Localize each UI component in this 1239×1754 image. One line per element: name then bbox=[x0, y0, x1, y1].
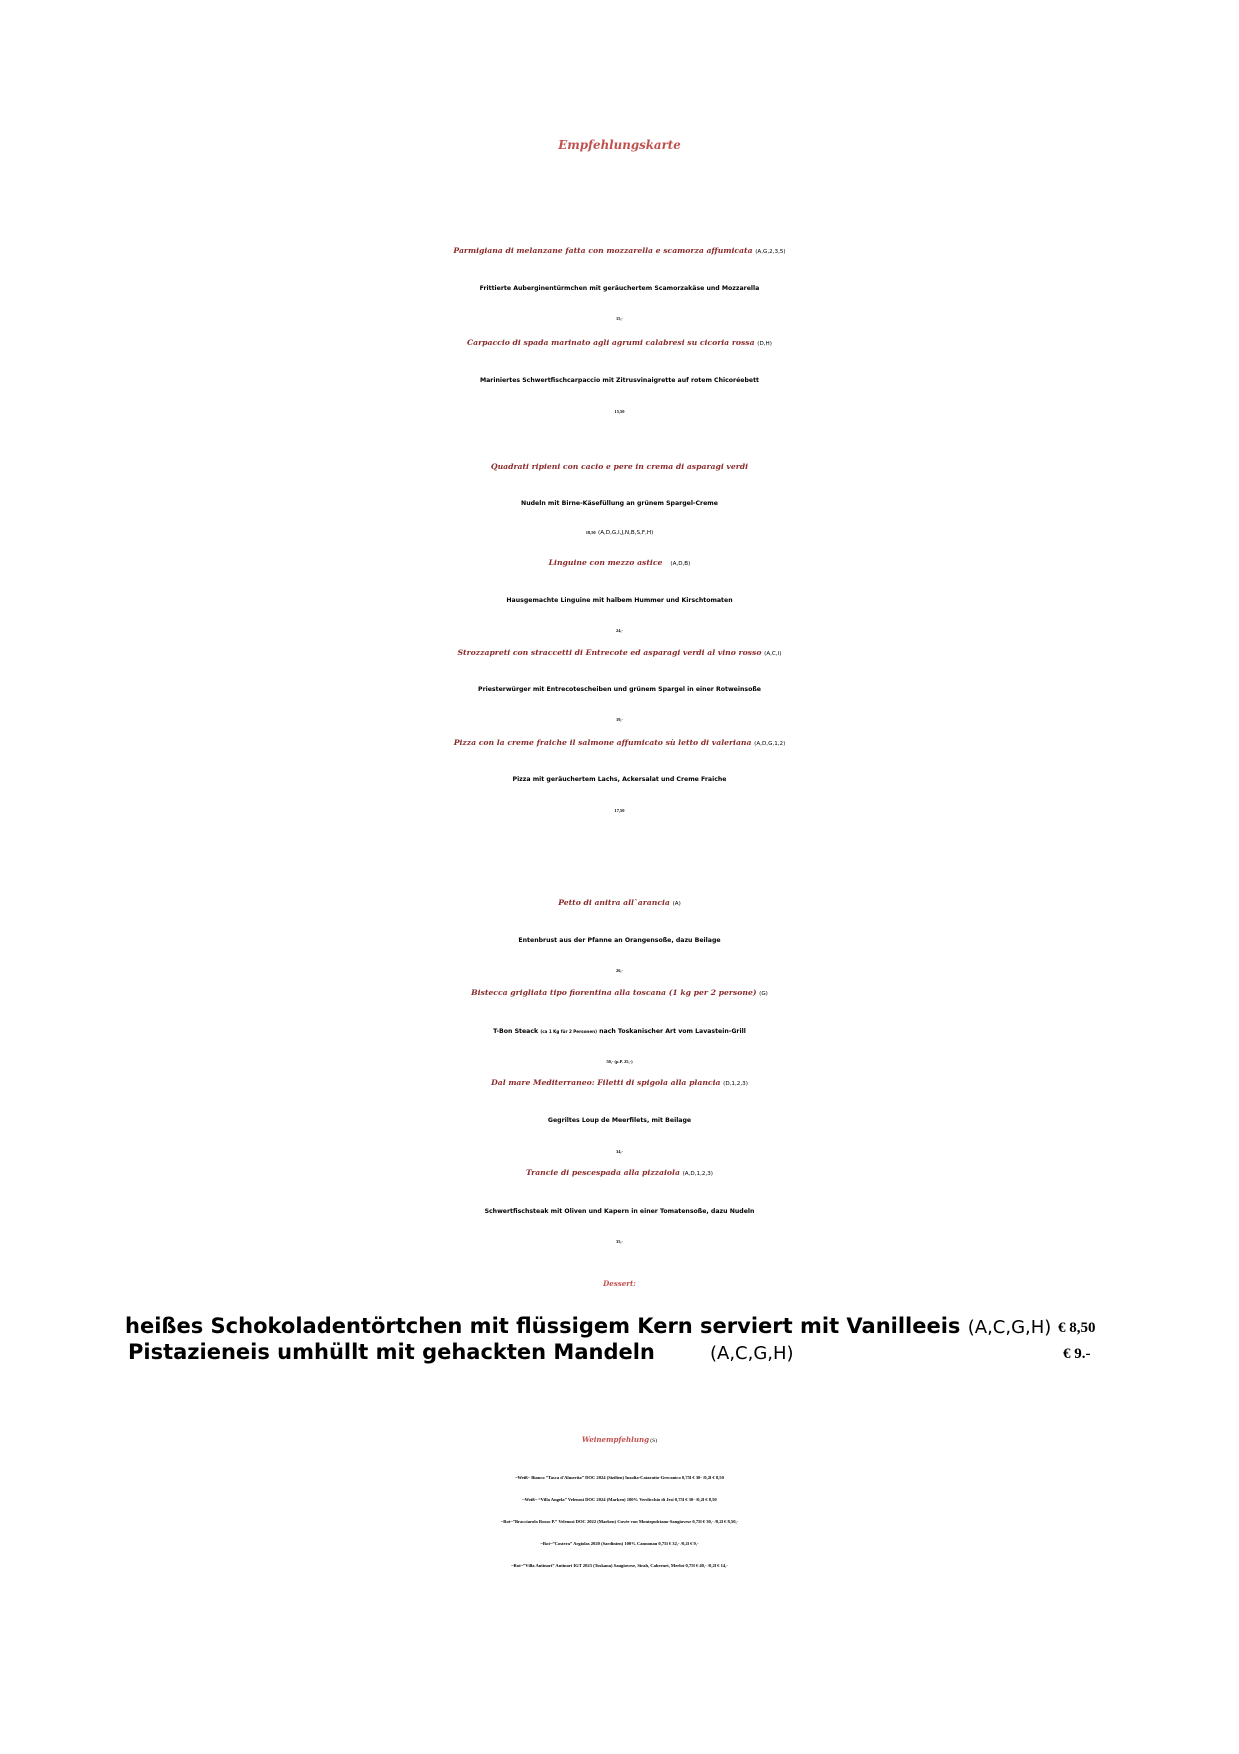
dish-price: 26,- bbox=[616, 968, 623, 973]
dish-italian-name: Bistecca grigliata tipo fiorentina alla toscana (1 kg per 2 persone) (G) bbox=[471, 988, 768, 997]
allergen-codes: (S) bbox=[650, 1438, 658, 1444]
dish-italian-name: Pizza con la creme fraiche il salmone affumicato sù letto di valeriana (A,D,G,1,2) bbox=[453, 738, 786, 747]
dish-price: 17,50 bbox=[614, 808, 625, 813]
allergen-codes: (A,C,G,H) bbox=[967, 1317, 1052, 1338]
dessert-price: € 9.- bbox=[1063, 1346, 1091, 1362]
allergen-codes: (D,1,2,3) bbox=[723, 1081, 748, 1087]
dish-italian-name: Petto di anitra all`arancia (A) bbox=[558, 898, 681, 907]
dish-german-description: Schwertfischsteak mit Oliven und Kapern in einer Tomatensoße, dazu Nudeln bbox=[484, 1208, 755, 1215]
dish-italian-name: Parmigiana di melanzane fatta con mozzarella e scamorza affumicata (A,G,2,3,5) bbox=[453, 246, 786, 255]
dish-price: 18,50 bbox=[585, 530, 596, 535]
page-title: Empfehlungskarte bbox=[558, 138, 681, 152]
dish-german-description: Entenbrust aus der Pfanne an Orangensoße, dazu Beilage bbox=[518, 937, 721, 944]
allergen-codes: (A,C,I) bbox=[764, 651, 782, 657]
dish-german-description: Priesterwürger mit Entrecotescheiben und grünem Spargel in einer Rotweinsoße bbox=[478, 686, 761, 693]
dish-italian-name: Strozzapreti con straccetti di Entrecote ed asparagi verdi al vino rosso (A,C,I) bbox=[457, 648, 782, 657]
allergen-codes: (A,D,G,1,2) bbox=[754, 741, 786, 747]
dessert-price: € 8,50 bbox=[1058, 1320, 1096, 1336]
wine-heading: Weinempfehlung bbox=[581, 1435, 650, 1444]
wine-line: ~Rot~”Bracciarolo Rosso P.” Velenosi DOC 2022 (Marken) Cuvée von Montepulciano-Sangiovese 0,75l € 30,- /0,2l € 8,50,- bbox=[500, 1519, 739, 1524]
dish-price: 35,- bbox=[616, 1239, 623, 1244]
dish-italian-name: Dal mare Mediterraneo: Filetti di spigola alla plancia (D,1,2,3) bbox=[491, 1078, 748, 1087]
dish-price: 15,50 bbox=[614, 409, 625, 414]
dessert-heading: Dessert: bbox=[603, 1279, 636, 1288]
allergen-codes: (D,H) bbox=[757, 341, 772, 347]
wine-heading-row bbox=[0, 1435, 1239, 1444]
dish-price: 24,- bbox=[616, 628, 623, 633]
dessert-item: Pistazieneis umhüllt mit gehackten Mandeln bbox=[128, 1340, 655, 1364]
dessert-item: heißes Schokoladentörtchen mit flüssigem Kern serviert mit Vanilleeis (A,C,G,H) bbox=[125, 1314, 1052, 1338]
allergen-codes: (A,D,1,2,3) bbox=[682, 1171, 713, 1177]
dish-german-description: Frittierte Auberginentürmchen mit geräuchertem Scamorzakäse und Mozzarella bbox=[479, 285, 760, 292]
dish-italian-name: Trancie di pescespada alla pizzaiola (A,D,1,2,3) bbox=[526, 1168, 713, 1177]
allergen-codes: (A,D,B) bbox=[670, 561, 691, 567]
dish-german-description: Nudeln mit Birne-Käsefüllung an grünem Spargel-Creme bbox=[521, 500, 718, 507]
dish-italian-name: Linguine con mezzo astice (A,D,B) bbox=[548, 558, 691, 567]
dish-italian-name: Carpaccio di spada marinato agli agrumi calabresi su cicoria rossa (D,H) bbox=[467, 338, 772, 347]
dish-german-description: Mariniertes Schwertfischcarpaccio mit Zitrusvinaigrette auf rotem Chicoréebett bbox=[479, 377, 760, 384]
allergen-codes: (G) bbox=[759, 991, 768, 997]
allergen-codes: (A) bbox=[672, 901, 681, 907]
dish-italian-name: Quadrati ripieni con cacio e pere in crema di asparagi verdi bbox=[490, 462, 749, 471]
wine-line: ~Weiß~ Bianco ”Tasca d'Almerita” DOC 2024 (Sizilien) Inzolia-Cataratto-Grecanico 0,75l € 30- /0,2l € 8,50 bbox=[515, 1475, 724, 1480]
dish-price: 50,- (p.P. 25,-) bbox=[606, 1059, 633, 1064]
dish-price: 15,- bbox=[616, 316, 623, 321]
allergen-codes: (A,D,G,I,J,N,B,S,F,H) bbox=[598, 530, 654, 536]
dish-german-description: Gegriltes Loup de Meerfilets, mit Beilage bbox=[547, 1117, 692, 1124]
allergen-codes: (A,C,G,H) bbox=[710, 1343, 794, 1364]
dish-german-description: Hausgemachte Linguine mit halbem Hummer und Kirschtomaten bbox=[506, 597, 733, 604]
wine-line: ~Weiß~ “Villa Angela” Velenosi DOC 2024 (Marken) 100% Verdicchio di Jesi 0,75l € 30- /0,2l € 8,50 bbox=[522, 1497, 717, 1502]
dish-german-description: T-Bon Steack (ca 1 Kg für 2 Personen) nach Toskanischer Art vom Lavastein-Grill bbox=[493, 1028, 746, 1035]
dish-price-row bbox=[0, 530, 1239, 536]
allergen-codes: (A,G,2,3,5) bbox=[755, 249, 786, 255]
dish-price: 34,- bbox=[616, 1149, 623, 1154]
wine-line: ~Rot~”Villa Antinori” Antinori IGT 2023 (Toskana) Sangiovese, Sirah, Cabernet, Merlot 0,75l € 40,- /0,2l € 14,- bbox=[511, 1563, 728, 1568]
wine-line: ~Rot~”Costera” Argiolas 2020 (Sardinien) 100% Cannonau 0,75l € 32,- /0,2l € 9,- bbox=[540, 1541, 699, 1546]
dish-german-description: Pizza mit geräuchertem Lachs, Ackersalat und Creme Fraiche bbox=[512, 776, 727, 783]
dish-price: 19,- bbox=[616, 717, 623, 722]
